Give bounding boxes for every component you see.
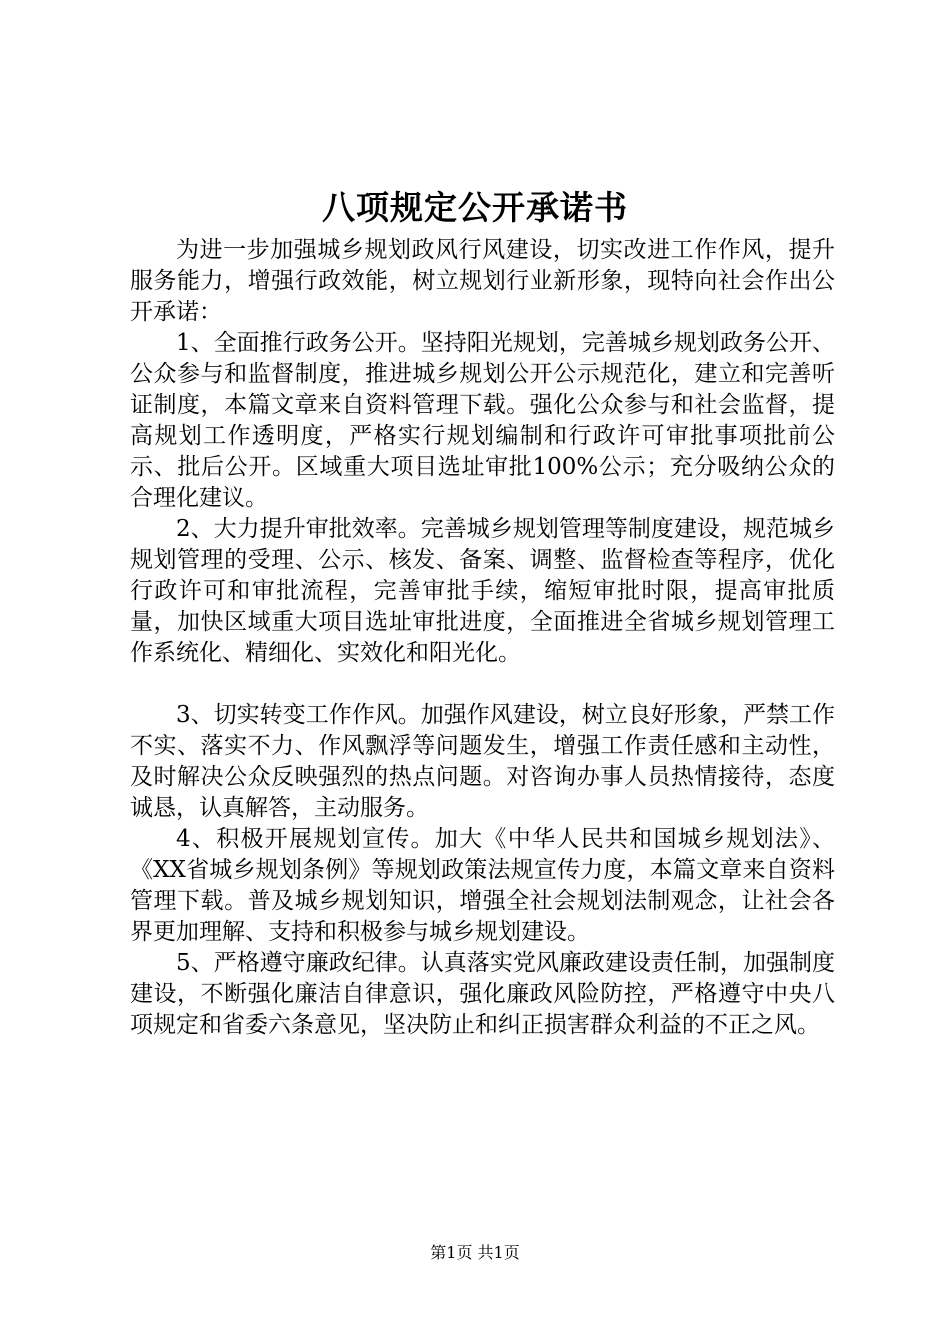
paragraph-item-2: 2、大力提升审批效率。完善城乡规划管理等制度建设，规范城乡规划管理的受理、公示、核发、备案、调整、监督检查等程序，优化行政许可和审批流程，完善审批手续，缩短审批时限，提高审批质量，加快区域重大项目选址审批进度，全面推进全省城乡规划管理工作系统化、精细化、实效化和阳光化。 — [130, 516, 835, 666]
paragraph-item-3: 3、切实转变工作作风。加强作风建设，树立良好形象，严禁工作不实、落实不力、作风飘浮等问题发生，增强工作责任感和主动性，及时解决公众反映强烈的热点问题。对咨询办事人员热情接待，态度诚恳，认真解答，主动服务。 — [130, 702, 835, 821]
paragraph-item-4: 4、积极开展规划宣传。加大《中华人民共和国城乡规划法》、《XX省城乡规划条例》等规划政策法规宣传力度，本篇文章来自资料管理下载。普及城乡规划知识，增强全社会规划法制观念，让社会各界更加理解、支持和积极参与城乡规划建设。 — [130, 826, 835, 945]
paragraph-item-1: 1、全面推行政务公开。坚持阳光规划，完善城乡规划政务公开、公众参与和监督制度，推进城乡规划公开公示规范化，建立和完善听证制度，本篇文章来自资料管理下载。强化公众参与和社会监督，提高规划工作透明度，严格实行规划编制和行政许可审批事项批前公示、批后公开。区域重大项目选址审批100%公示；充分吸纳公众的合理化建议。 — [130, 330, 835, 511]
intro-paragraph: 为进一步加强城乡规划政风行风建设，切实改进工作作风，提升服务能力，增强行政效能，树立规划行业新形象，现特向社会作出公开承诺： — [130, 237, 835, 325]
document-body — [130, 235, 835, 1041]
document-title: 八项规定公开承诺书 — [322, 188, 628, 227]
paragraph-item-5: 5、严格遵守廉政纪律。认真落实党风廉政建设责任制，加强制度建设，不断强化廉洁自律意识，强化廉政风险防控，严格遵守中央八项规定和省委六条意见，坚决防止和纠正损害群众利益的不正之风。 — [130, 950, 835, 1038]
page-footer: 第1页 共1页 — [430, 1243, 520, 1262]
